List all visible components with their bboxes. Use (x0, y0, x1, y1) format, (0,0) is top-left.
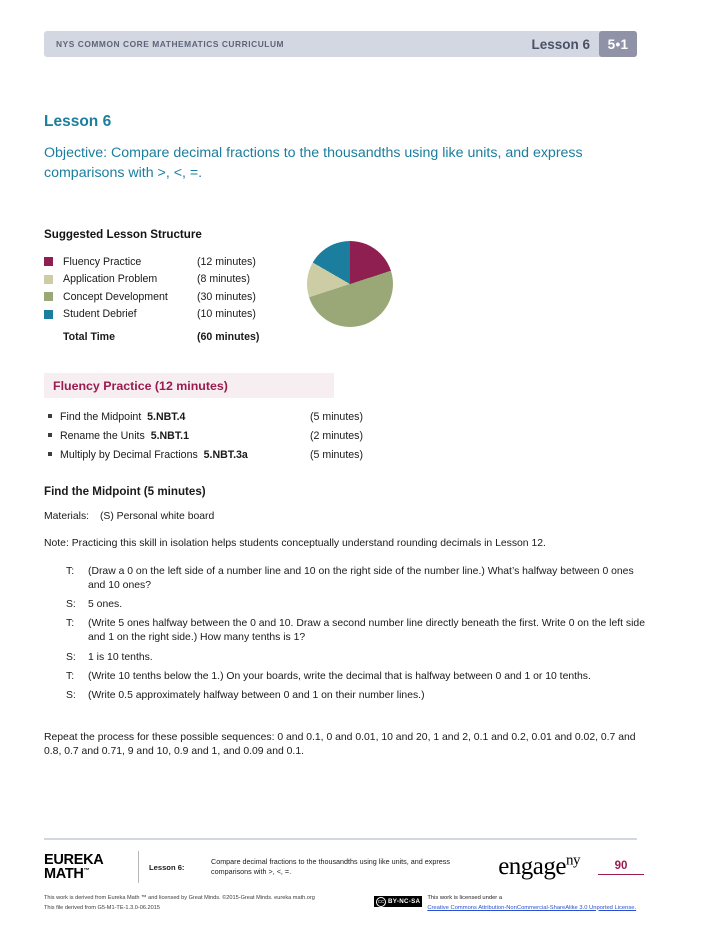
dialogue-line (66, 651, 646, 665)
curriculum-title: NYS COMMON CORE MATHEMATICS CURRICULUM (56, 39, 285, 49)
fluency-item-time: (2 minutes) (310, 430, 363, 442)
legend-total-spacer (44, 332, 53, 341)
fluency-practice-banner (44, 373, 334, 398)
header-lesson-label: Lesson 6 (531, 36, 590, 52)
page-header-band (44, 31, 637, 57)
repeat-process-paragraph: Repeat the process for these possible sequences: 0 and 0.1, 0 and 0.01, 10 and 20, 1 and 2, 0.1 and 0.2, 0.01 and 0.02, 0.7 and 0.8, 0.7 and 0.71, 9 and 10, 0.9 and 1, and 0.09 and 0.1. (44, 732, 636, 758)
cc-circle-icon: CC (376, 897, 386, 907)
square-bullet-icon (48, 452, 52, 456)
legend-total-row (44, 328, 284, 346)
footer-vertical-divider (138, 851, 139, 883)
license-link[interactable]: Creative Commons Attribution-NonCommercial-ShareAlike 3.0 Unported License. (427, 904, 637, 911)
page-footer (44, 848, 644, 886)
license-text (427, 894, 636, 913)
creative-commons-badge-icon (374, 896, 422, 907)
legend-item-time: (30 minutes) (197, 290, 256, 303)
dialogue-line (66, 689, 646, 703)
materials-value: (S) Personal white board (99, 511, 215, 522)
materials-line (44, 511, 214, 522)
attribution-line-2: This file derived from G5-M1-TE-1.3.0-06.2015 (44, 904, 160, 911)
engageny-wordmark: engage$^{ny}$ (498, 852, 580, 881)
teacher-student-dialogue (66, 565, 646, 709)
dialogue-text: (Write 5 ones halfway between the 0 and 10. Draw a second number line directly beneath the first. Write 0 on the left side and 1 on the right side.) How many tenths is 1? (88, 618, 645, 644)
legend-item-label: Concept Development (63, 290, 168, 303)
dialogue-speaker: T: (66, 670, 75, 682)
header-lesson-group (531, 31, 637, 57)
legend-item (44, 253, 284, 271)
dialogue-line (66, 598, 646, 612)
legend-swatch-icon (44, 275, 53, 284)
footer-lesson-description: Compare decimal fractions to the thousandths using like units, and express comparisons with >, <, =. (211, 856, 450, 876)
page-number: 90 (598, 860, 644, 875)
cc-badge-label: BY-NC-SA (388, 898, 421, 905)
dialogue-line (66, 617, 646, 645)
dialogue-text: (Write 0.5 approximately halfway between 0 and 1 on their number lines.) (88, 690, 425, 702)
instructional-note: Note: Practicing this skill in isolation helps students conceptually understand rounding decimals in Lesson 12. (44, 538, 546, 549)
license-line-1: This work is licensed under a (427, 895, 503, 901)
fluency-item-name: Find the Midpoint 5.NBT.4 (60, 411, 186, 423)
dialogue-text: (Draw a 0 on the left side of a number line and 10 on the right side of the number line.) What’s halfway between 0 ones and 10 ones? (88, 566, 634, 591)
eureka-math-logo (44, 853, 132, 882)
footer-divider-rule (44, 838, 637, 840)
list-item (48, 411, 528, 430)
legend-item (44, 271, 284, 289)
attribution-line-1: This work is derived from Eureka Math ™ and licensed by Great Minds. ©2015-Great Minds. eureka math.org (44, 895, 315, 901)
module-badge: 5•1 (599, 31, 637, 57)
legend-item-time: (10 minutes) (197, 308, 256, 321)
dialogue-line (66, 565, 646, 593)
legend-item-label: Application Problem (63, 273, 158, 286)
attribution-text (44, 894, 374, 913)
find-the-midpoint-heading: Find the Midpoint (5 minutes) (44, 485, 206, 498)
lesson-structure-legend (44, 253, 284, 346)
legend-total-label: Total Time (63, 330, 115, 343)
legend-swatch-icon (44, 292, 53, 301)
dialogue-text: 5 ones. (88, 599, 123, 611)
fluency-item-standard: 5.NBT.3a (203, 449, 248, 461)
creative-commons-block (374, 894, 636, 913)
dialogue-line (66, 670, 646, 684)
copyright-strip (44, 894, 644, 913)
dialogue-speaker: S: (66, 651, 76, 663)
page-title: Lesson 6 (44, 113, 112, 130)
legend-total-time: (60 minutes) (197, 330, 260, 343)
materials-label: Materials: (44, 511, 90, 522)
fluency-item-standard: 5.NBT.4 (147, 411, 186, 423)
legend-item-time: (8 minutes) (197, 273, 250, 286)
fluency-item-time: (5 minutes) (310, 411, 363, 423)
square-bullet-icon (48, 414, 52, 418)
legend-item (44, 288, 284, 306)
lesson-structure-heading: Suggested Lesson Structure (44, 228, 202, 241)
fluency-activity-list (48, 411, 528, 468)
footer-lesson-label: Lesson 6: (149, 862, 185, 872)
legend-item-label: Student Debrief (63, 308, 137, 321)
lesson-objective: Objective: Compare decimal fractions to the thousandths using like units, and express comparisons with >, <, =. (44, 145, 583, 182)
legend-item-time: (12 minutes) (197, 255, 256, 268)
legend-swatch-icon (44, 257, 53, 266)
fluency-practice-banner-label: Fluency Practice (12 minutes) (53, 378, 228, 393)
fluency-item-name: Rename the Units 5.NBT.1 (60, 430, 189, 442)
fluency-item-time: (5 minutes) (310, 449, 363, 461)
list-item (48, 430, 528, 449)
legend-item-label: Fluency Practice (63, 255, 142, 268)
legend-swatch-icon (44, 310, 53, 319)
list-item (48, 449, 528, 468)
square-bullet-icon (48, 433, 52, 437)
fluency-item-standard: 5.NBT.1 (150, 430, 189, 442)
engageny-logo (461, 853, 598, 881)
dialogue-speaker: T: (66, 566, 75, 577)
fluency-item-name: Multiply by Decimal Fractions 5.NBT.3a (60, 449, 248, 461)
eureka-logo-line1: EUREKA (44, 851, 104, 868)
eureka-logo-line2: MATH™ (44, 866, 90, 882)
dialogue-speaker: T: (66, 618, 75, 630)
dialogue-speaker: S: (66, 690, 76, 702)
legend-item (44, 306, 284, 324)
dialogue-speaker: S: (66, 599, 76, 611)
dialogue-text: 1 is 10 tenths. (88, 651, 153, 663)
dialogue-text: (Write 10 tenths below the 1.) On your boards, write the decimal that is halfway between 0 and 1 or 10 tenths. (88, 670, 591, 682)
lesson-structure-pie-chart (307, 241, 393, 327)
